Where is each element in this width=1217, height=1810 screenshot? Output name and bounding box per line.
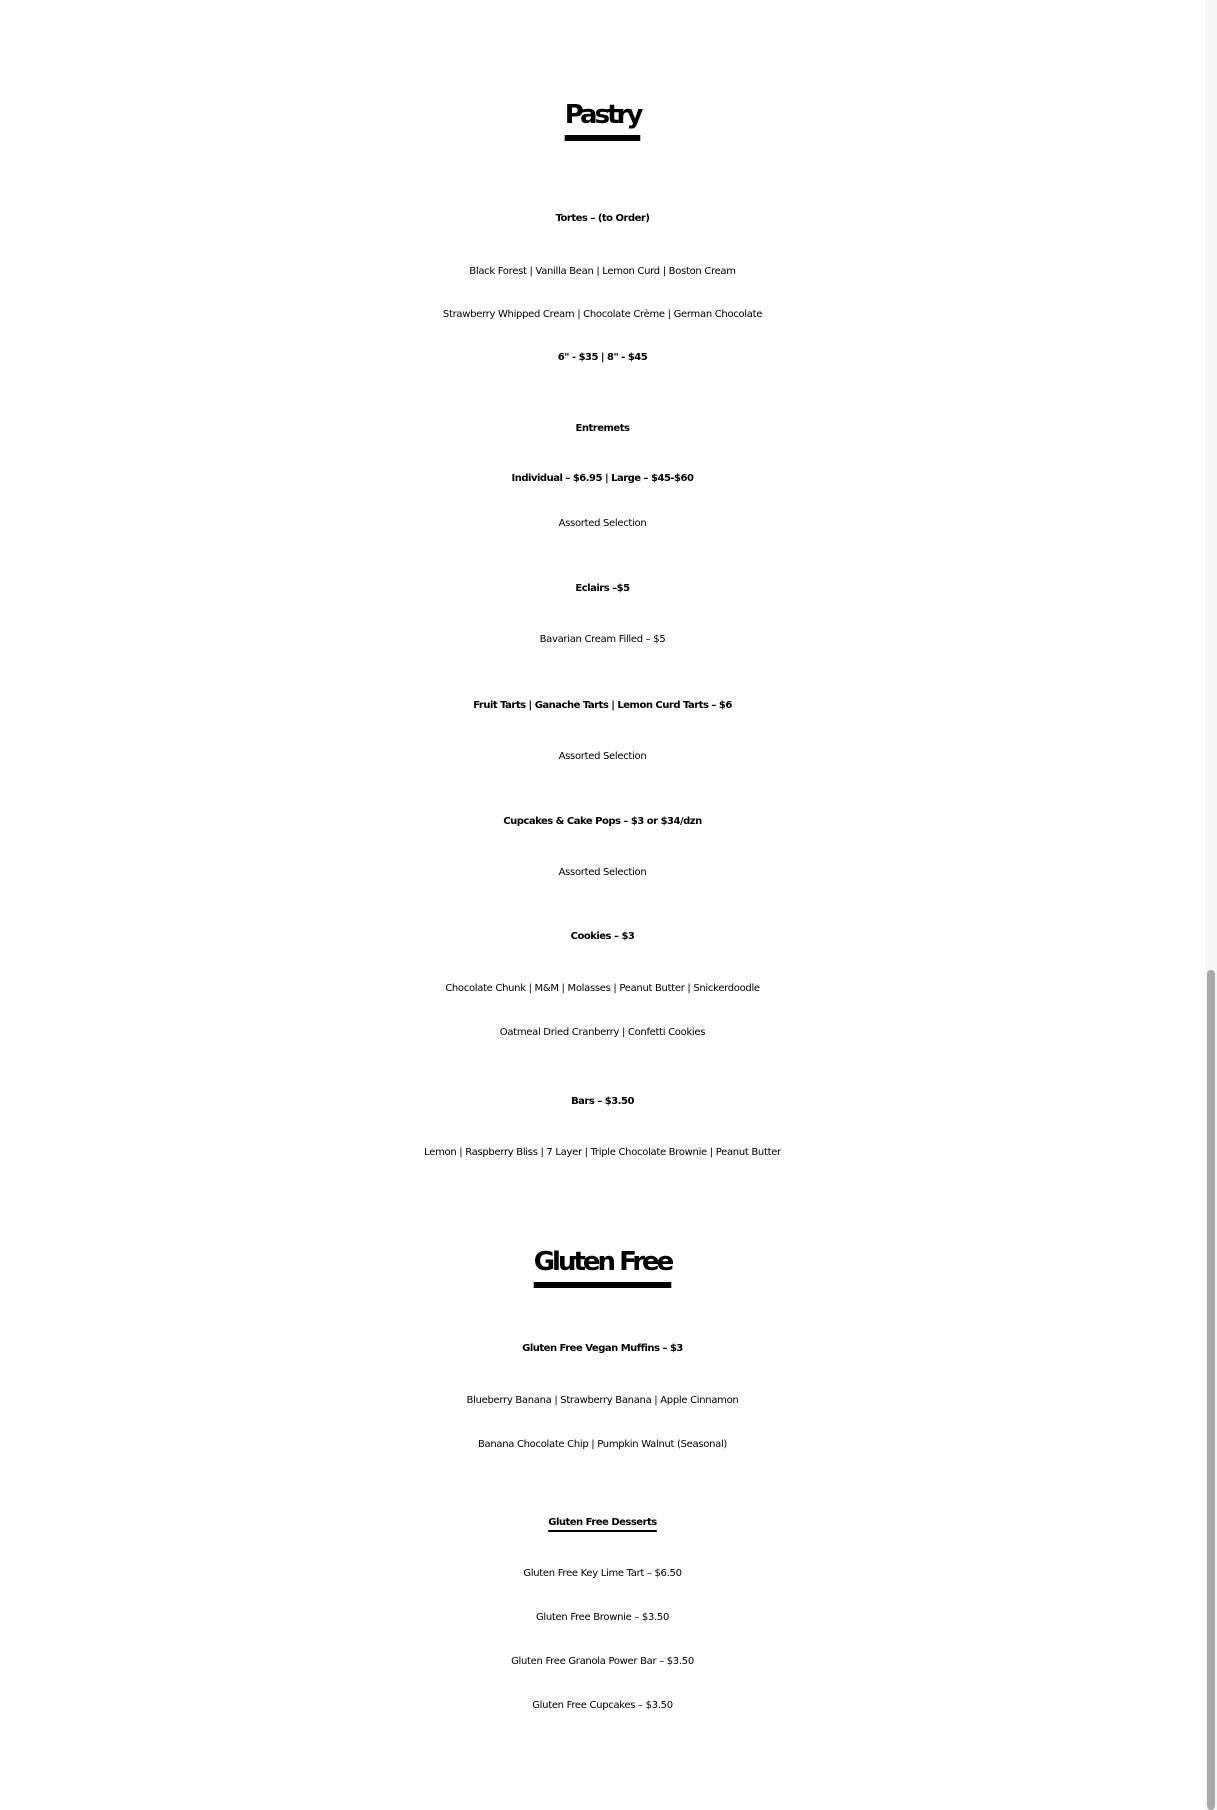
gf-desserts-heading: Gluten Free Desserts bbox=[548, 1517, 657, 1528]
entremets-heading: Entremets bbox=[575, 423, 630, 434]
scrollbar-thumb[interactable] bbox=[1207, 970, 1215, 1810]
cupcakes-heading: Cupcakes & Cake Pops – $3 or $34/dzn bbox=[503, 816, 702, 827]
cookies-flavors-line-1: Chocolate Chunk | M&M | Molasses | Peanut Butter | Snickerdoodle bbox=[445, 983, 760, 994]
tarts-heading: Fruit Tarts | Ganache Tarts | Lemon Curd Tarts – $6 bbox=[473, 700, 732, 711]
tortes-prices: 6" - $35 | 8" - $45 bbox=[557, 352, 648, 363]
gf-muffins-flavors-line-1: Blueberry Banana | Strawberry Banana | Apple Cinnamon bbox=[466, 1395, 739, 1406]
gf-dessert-item: Gluten Free Key Lime Tart – $6.50 bbox=[523, 1568, 682, 1579]
tarts-note: Assorted Selection bbox=[558, 751, 647, 762]
gf-muffins-heading: Gluten Free Vegan Muffins – $3 bbox=[522, 1343, 683, 1354]
tortes-heading: Tortes – (to Order) bbox=[555, 213, 650, 224]
gf-muffins-flavors-line-2: Banana Chocolate Chip | Pumpkin Walnut (Seasonal) bbox=[477, 1439, 728, 1450]
cookies-heading: Cookies – $3 bbox=[570, 931, 635, 942]
eclairs-heading: Eclairs –$5 bbox=[575, 583, 630, 594]
gf-dessert-item: Gluten Free Brownie – $3.50 bbox=[535, 1612, 670, 1623]
tortes-flavors-line-2: Strawberry Whipped Cream | Chocolate Crème | German Chocolate bbox=[442, 309, 763, 320]
cookies-flavors-line-2: Oatmeal Dried Cranberry | Confetti Cookies bbox=[499, 1027, 706, 1038]
cupcakes-note: Assorted Selection bbox=[558, 867, 647, 878]
eclairs-note: Bavarian Cream Filled – $5 bbox=[539, 634, 666, 645]
gluten-free-title: Gluten Free bbox=[533, 1247, 672, 1277]
gf-dessert-item: Gluten Free Granola Power Bar – $3.50 bbox=[511, 1656, 694, 1667]
pastry-title: Pastry bbox=[564, 100, 641, 130]
entremets-prices: Individual – $6.95 | Large – $45-$60 bbox=[511, 473, 694, 484]
bars-heading: Bars – $3.50 bbox=[571, 1096, 634, 1107]
scrollbar-track[interactable] bbox=[1205, 0, 1217, 1810]
bars-flavors: Lemon | Raspberry Bliss | 7 Layer | Triple Chocolate Brownie | Peanut Butter bbox=[424, 1147, 781, 1158]
entremets-note: Assorted Selection bbox=[558, 518, 647, 529]
tortes-flavors-line-1: Black Forest | Vanilla Bean | Lemon Curd | Boston Cream bbox=[469, 266, 736, 277]
gf-dessert-item: Gluten Free Cupcakes – $3.50 bbox=[532, 1700, 673, 1711]
